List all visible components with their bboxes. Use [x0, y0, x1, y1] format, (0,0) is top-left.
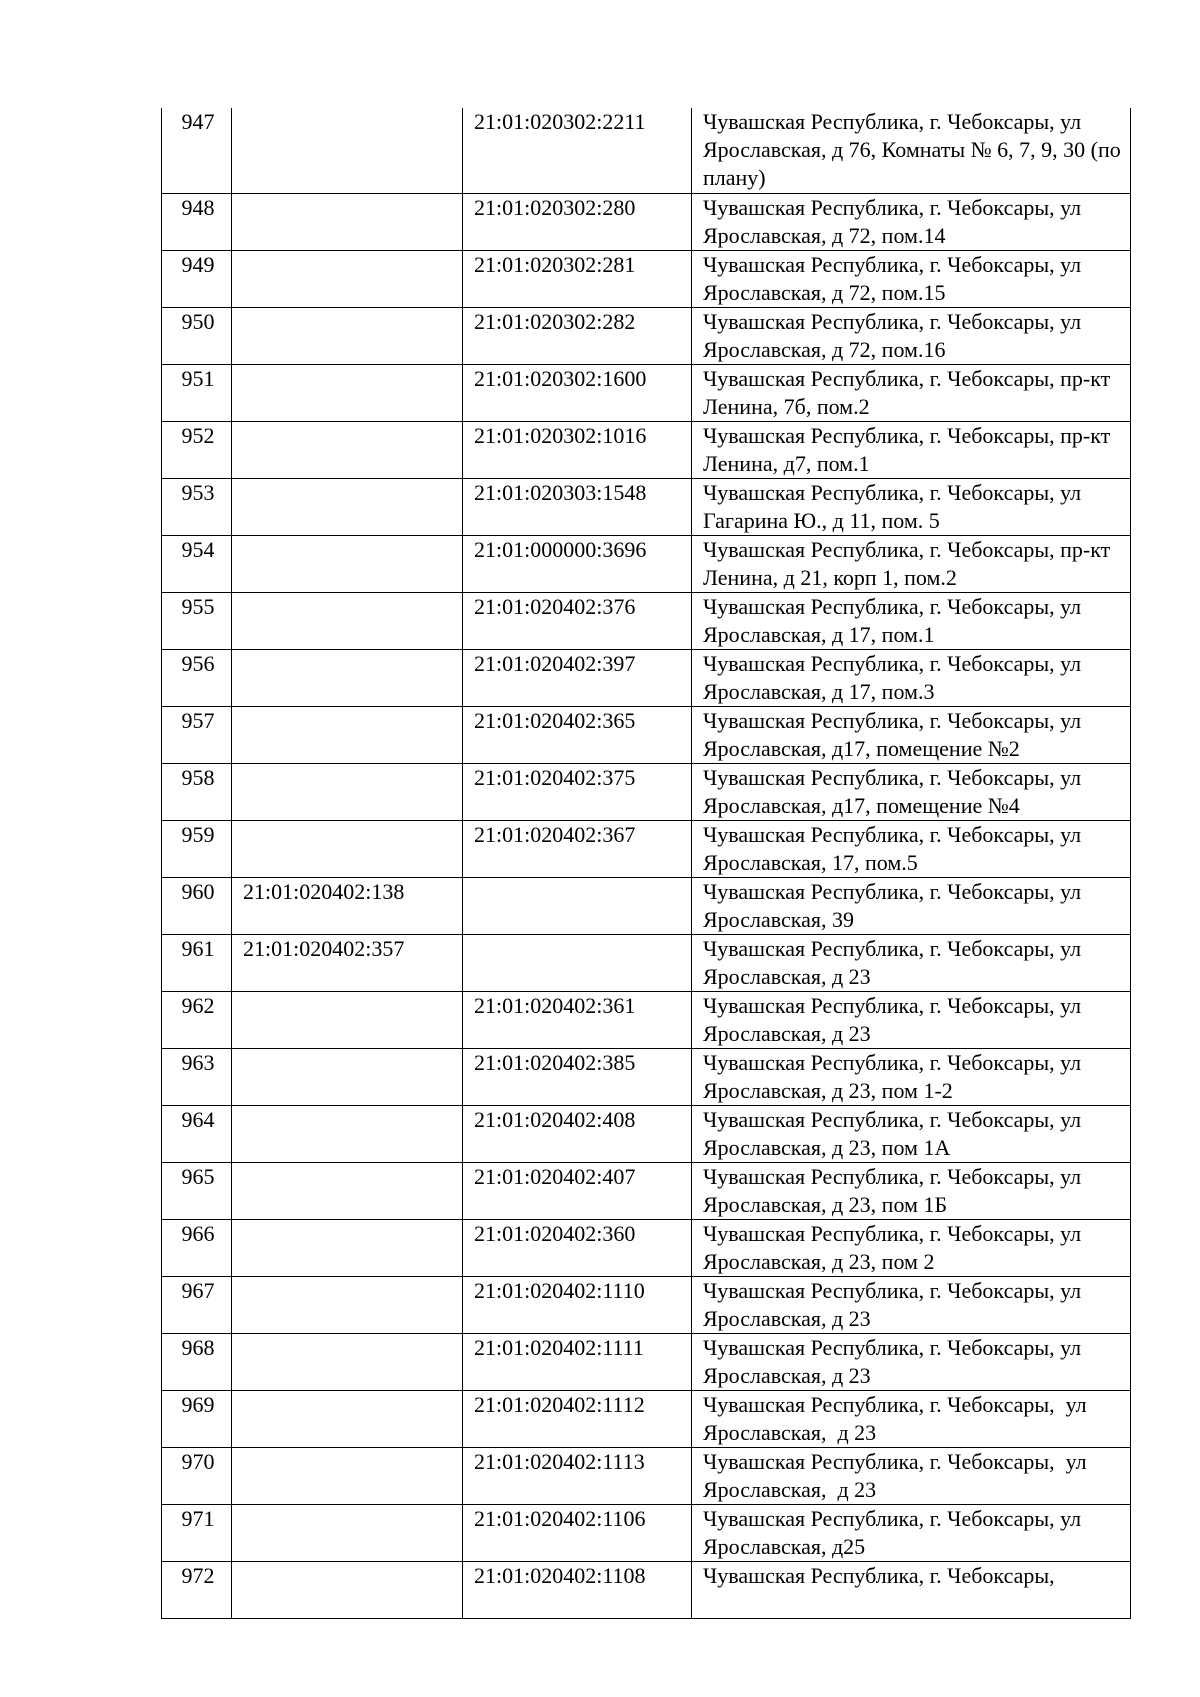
object-cadastral-number: 21:01:020303:1548	[463, 478, 692, 535]
object-cadastral-number: 21:01:020402:365	[463, 706, 692, 763]
object-address: Чувашская Республика, г. Чебоксары, ул Ярославская, д 76, Комнаты № 6, 7, 9, 30 (по плану)	[692, 108, 1131, 193]
row-number: 955	[162, 592, 232, 649]
land-cadastral-number	[232, 1504, 463, 1561]
table-row	[162, 820, 1131, 877]
table-row	[162, 250, 1131, 307]
row-number: 950	[162, 307, 232, 364]
object-cadastral-number: 21:01:020302:2211	[463, 108, 692, 193]
table-row	[162, 1390, 1131, 1447]
land-cadastral-number	[232, 1105, 463, 1162]
table-row	[162, 1447, 1131, 1504]
row-number: 965	[162, 1162, 232, 1219]
row-number: 947	[162, 108, 232, 193]
table-row	[162, 592, 1131, 649]
row-number: 953	[162, 478, 232, 535]
object-address: Чувашская Республика, г. Чебоксары, ул Ярославская, д 23	[692, 991, 1131, 1048]
object-cadastral-number: 21:01:020402:360	[463, 1219, 692, 1276]
object-cadastral-number: 21:01:020402:361	[463, 991, 692, 1048]
row-number: 972	[162, 1561, 232, 1618]
object-cadastral-number: 21:01:020302:280	[463, 193, 692, 250]
table-row	[162, 1219, 1131, 1276]
object-address: Чувашская Республика, г. Чебоксары, ул Ярославская, д 72, пом.15	[692, 250, 1131, 307]
row-number: 959	[162, 820, 232, 877]
table-row	[162, 763, 1131, 820]
table-row	[162, 193, 1131, 250]
row-number: 966	[162, 1219, 232, 1276]
table-row	[162, 1504, 1131, 1561]
object-address: Чувашская Республика, г. Чебоксары, ул Ярославская, д 23, пом 2	[692, 1219, 1131, 1276]
object-address: Чувашская Республика, г. Чебоксары, ул Ярославская, д 72, пом.16	[692, 307, 1131, 364]
object-address: Чувашская Республика, г. Чебоксары, ул Ярославская, д 23, пом 1А	[692, 1105, 1131, 1162]
object-cadastral-number: 21:01:020402:1110	[463, 1276, 692, 1333]
table-row	[162, 307, 1131, 364]
table-row	[162, 364, 1131, 421]
row-number: 952	[162, 421, 232, 478]
object-cadastral-number: 21:01:020402:407	[463, 1162, 692, 1219]
registry-table-body	[162, 108, 1131, 1618]
land-cadastral-number	[232, 108, 463, 193]
object-cadastral-number: 21:01:020402:1113	[463, 1447, 692, 1504]
land-cadastral-number	[232, 1333, 463, 1390]
row-number: 948	[162, 193, 232, 250]
object-address: Чувашская Республика, г. Чебоксары, ул Ярославская, д 23, пом 1-2	[692, 1048, 1131, 1105]
land-cadastral-number	[232, 1219, 463, 1276]
row-number: 951	[162, 364, 232, 421]
object-address: Чувашская Республика, г. Чебоксары, ул Ярославская, д 23	[692, 1276, 1131, 1333]
object-cadastral-number: 21:01:020402:376	[463, 592, 692, 649]
object-address: Чувашская Республика, г. Чебоксары, пр-кт Ленина, д 21, корп 1, пом.2	[692, 535, 1131, 592]
table-row	[162, 649, 1131, 706]
object-address: Чувашская Республика, г. Чебоксары, ул Ярославская, д 17, пом.1	[692, 592, 1131, 649]
object-cadastral-number: 21:01:020402:397	[463, 649, 692, 706]
land-cadastral-number	[232, 706, 463, 763]
row-number: 970	[162, 1447, 232, 1504]
row-number: 961	[162, 934, 232, 991]
table-row	[162, 535, 1131, 592]
table-row	[162, 1333, 1131, 1390]
row-number: 964	[162, 1105, 232, 1162]
object-address: Чувашская Республика, г. Чебоксары, ул Ярославская, д 23	[692, 1447, 1131, 1504]
row-number: 957	[162, 706, 232, 763]
land-cadastral-number	[232, 307, 463, 364]
object-address: Чувашская Республика, г. Чебоксары,	[692, 1561, 1131, 1618]
land-cadastral-number	[232, 535, 463, 592]
table-row	[162, 991, 1131, 1048]
table-row	[162, 421, 1131, 478]
object-cadastral-number	[463, 877, 692, 934]
land-cadastral-number	[232, 193, 463, 250]
land-cadastral-number	[232, 478, 463, 535]
object-address: Чувашская Республика, г. Чебоксары, ул Ярославская, д25	[692, 1504, 1131, 1561]
object-address: Чувашская Республика, г. Чебоксары, ул Ярославская, д 23	[692, 934, 1131, 991]
land-cadastral-number	[232, 592, 463, 649]
table-row	[162, 1276, 1131, 1333]
row-number: 954	[162, 535, 232, 592]
object-cadastral-number: 21:01:020402:408	[463, 1105, 692, 1162]
table-row	[162, 1162, 1131, 1219]
object-address: Чувашская Республика, г. Чебоксары, ул Ярославская, д 72, пом.14	[692, 193, 1131, 250]
object-cadastral-number: 21:01:020402:1108	[463, 1561, 692, 1618]
object-address: Чувашская Республика, г. Чебоксары, ул Ярославская, д 23, пом 1Б	[692, 1162, 1131, 1219]
land-cadastral-number	[232, 991, 463, 1048]
table-row	[162, 877, 1131, 934]
row-number: 971	[162, 1504, 232, 1561]
object-address: Чувашская Республика, г. Чебоксары, пр-кт Ленина, 7б, пом.2	[692, 364, 1131, 421]
object-cadastral-number: 21:01:020402:385	[463, 1048, 692, 1105]
object-address: Чувашская Республика, г. Чебоксары, ул Гагарина Ю., д 11, пом. 5	[692, 478, 1131, 535]
land-cadastral-number	[232, 1447, 463, 1504]
land-cadastral-number	[232, 1048, 463, 1105]
object-address: Чувашская Республика, г. Чебоксары, ул Ярославская, д17, помещение №2	[692, 706, 1131, 763]
object-cadastral-number	[463, 934, 692, 991]
table-row	[162, 706, 1131, 763]
table-row	[162, 934, 1131, 991]
table-row	[162, 1105, 1131, 1162]
row-number: 949	[162, 250, 232, 307]
row-number: 967	[162, 1276, 232, 1333]
object-cadastral-number: 21:01:020302:1016	[463, 421, 692, 478]
land-cadastral-number	[232, 250, 463, 307]
object-cadastral-number: 21:01:020402:1111	[463, 1333, 692, 1390]
land-cadastral-number	[232, 820, 463, 877]
table-row	[162, 1048, 1131, 1105]
land-cadastral-number	[232, 364, 463, 421]
land-cadastral-number	[232, 649, 463, 706]
table-row	[162, 1561, 1131, 1618]
row-number: 958	[162, 763, 232, 820]
row-number: 956	[162, 649, 232, 706]
object-address: Чувашская Республика, г. Чебоксары, ул Ярославская, д17, помещение №4	[692, 763, 1131, 820]
land-cadastral-number	[232, 763, 463, 820]
land-cadastral-number	[232, 1162, 463, 1219]
row-number: 969	[162, 1390, 232, 1447]
object-address: Чувашская Республика, г. Чебоксары, ул Ярославская, д 23	[692, 1390, 1131, 1447]
table-row	[162, 108, 1131, 193]
object-address: Чувашская Республика, г. Чебоксары, пр-кт Ленина, д7, пом.1	[692, 421, 1131, 478]
land-cadastral-number	[232, 421, 463, 478]
row-number: 963	[162, 1048, 232, 1105]
row-number: 960	[162, 877, 232, 934]
object-address: Чувашская Республика, г. Чебоксары, ул Ярославская, д 17, пом.3	[692, 649, 1131, 706]
object-address: Чувашская Республика, г. Чебоксары, ул Ярославская, д 23	[692, 1333, 1131, 1390]
property-registry-table	[161, 108, 1131, 1619]
object-cadastral-number: 21:01:020402:1112	[463, 1390, 692, 1447]
land-cadastral-number	[232, 1561, 463, 1618]
row-number: 968	[162, 1333, 232, 1390]
row-number: 962	[162, 991, 232, 1048]
land-cadastral-number: 21:01:020402:138	[232, 877, 463, 934]
object-cadastral-number: 21:01:020302:1600	[463, 364, 692, 421]
table-row	[162, 478, 1131, 535]
object-cadastral-number: 21:01:020402:1106	[463, 1504, 692, 1561]
object-cadastral-number: 21:01:020302:281	[463, 250, 692, 307]
land-cadastral-number	[232, 1276, 463, 1333]
object-cadastral-number: 21:01:020302:282	[463, 307, 692, 364]
object-cadastral-number: 21:01:020402:367	[463, 820, 692, 877]
land-cadastral-number	[232, 1390, 463, 1447]
land-cadastral-number: 21:01:020402:357	[232, 934, 463, 991]
object-cadastral-number: 21:01:020402:375	[463, 763, 692, 820]
object-address: Чувашская Республика, г. Чебоксары, ул Ярославская, 17, пом.5	[692, 820, 1131, 877]
object-address: Чувашская Республика, г. Чебоксары, ул Ярославская, 39	[692, 877, 1131, 934]
object-cadastral-number: 21:01:000000:3696	[463, 535, 692, 592]
